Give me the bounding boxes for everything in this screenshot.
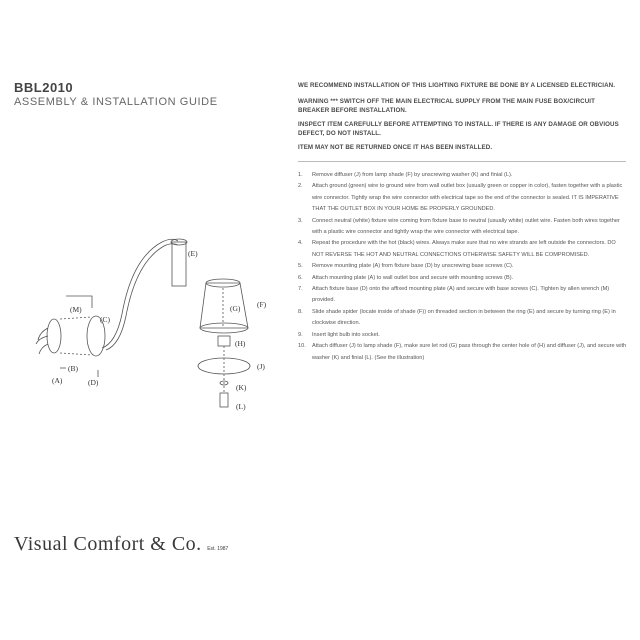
label-k: (K) [236,383,247,392]
step-item [298,261,628,272]
step-text: Attach ground (green) wire to ground wire from wall outlet box (usually green or copper in color), fasten together with a plastic wire connector. Tightly wrap the wire connector with electrical tape so the end of the connector is sealed. IT IS IMPERATIVE THAT THE OUTLET BOX IN YOUR HOME BE PROPERLY GROUNDED. [312,183,623,213]
warning-inspect: INSPECT ITEM CAREFULLY BEFORE ATTEMPTING TO INSTALL. IF THERE IS ANY DAMAGE OR OBVIOUS DEFECT, DO NOT INSTALL. [298,121,619,137]
step-number: 1. [298,172,303,178]
label-d: (D) [88,378,99,387]
step-item [298,216,628,239]
finial [220,393,228,407]
section-divider [298,161,626,162]
step-text: Remove mounting plate (A) from fixture base (D) by unscrewing base screws (C). [312,263,514,270]
step-number: 7. [298,286,303,293]
step-text: Insert light bulb into socket. [312,331,380,338]
label-g: (G) [230,304,241,313]
step-text: Attach fixture base (D) onto the affixed mounting plate (A) and secure with base screws (C). Tighten by allen wrench (M) provided. [312,286,610,304]
brand-name: Visual Comfort & Co. [14,533,202,555]
socket [172,242,186,286]
step-text: Connect neutral (white) fixture wire coming from fixture base to neutral (usually white) outlet wire. Fasten both wires together with a plastic wire connector and tightly wrap the wire connector with electrical tape. [312,217,620,236]
step-item [298,284,628,307]
label-j: (J) [257,362,265,371]
label-l: (L) [236,402,246,411]
step-text: Attach mounting plate (A) to wall outlet box and secure with mounting screws (B). [312,274,514,281]
step-item [298,273,628,284]
step-number: 5. [298,263,303,270]
instruction-steps [298,170,628,364]
label-c: (C) [100,315,110,324]
label-a: (A) [52,376,63,385]
step-item [298,330,628,341]
step-number: 10. [298,343,306,350]
warning-power: WARNING *** SWITCH OFF THE MAIN ELECTRICAL SUPPLY FROM THE MAIN FUSE BOX/CIRCUIT BREAKER BEFORE INSTALLATION. [298,98,595,114]
step-item [298,181,628,215]
step-item [298,341,628,364]
label-e: (E) [188,249,198,258]
step-number: 2. [298,183,303,190]
fixture-arm [102,239,178,348]
step-text: Slide shade spider (locate inside of shade (F)) on threaded section in between the ring (E) and secure by turning ring (E) in clockwise direction. [312,308,616,327]
model-number: BBL2010 [14,80,74,95]
exploded-fixture-diagram [30,218,290,418]
step-number: 9. [298,331,303,338]
step-item [298,238,628,261]
label-m: (M) [70,305,82,314]
rod-cap [218,336,230,346]
brand-established: Est. 1987 [207,546,229,552]
step-item [298,170,628,181]
label-b: (B) [68,364,78,373]
step-text: Repeat the procedure with the hot (black) wires. Always make sure that no wire strands are left outside the connectors. DO NOT REVERSE THE HOT AND NEUTRAL CONNECTIONS OTHERWISE SAFETY WILL BE COMPROMISED. [312,240,616,258]
step-number: 8. [298,308,303,315]
label-h: (H) [235,339,246,348]
label-f: (F) [257,300,267,309]
mounting-plate [47,319,61,353]
brand-logo [14,533,228,556]
warning-return: ITEM MAY NOT BE RETURNED ONCE IT HAS BEEN INSTALLED. [298,144,493,151]
guide-title: ASSEMBLY & INSTALLATION GUIDE [14,96,218,108]
step-text: Remove diffuser (J) from lamp shade (F) by unscrewing washer (K) and finial (L). [312,172,513,178]
step-number: 6. [298,274,303,281]
step-number: 3. [298,217,303,224]
lamp-shade [200,283,248,328]
warning-licensed: WE RECOMMEND INSTALLATION OF THIS LIGHTING FIXTURE BE DONE BY A LICENSED ELECTRICIAN. [298,82,616,89]
step-item [298,307,628,330]
step-text: Attach diffuser (J) to lamp shade (F), make sure let rod (G) pass through the center hole of (H) and diffuser (J), and secure with washer (K) and finial (L). (See the illustration) [312,343,627,361]
step-number: 4. [298,240,303,247]
